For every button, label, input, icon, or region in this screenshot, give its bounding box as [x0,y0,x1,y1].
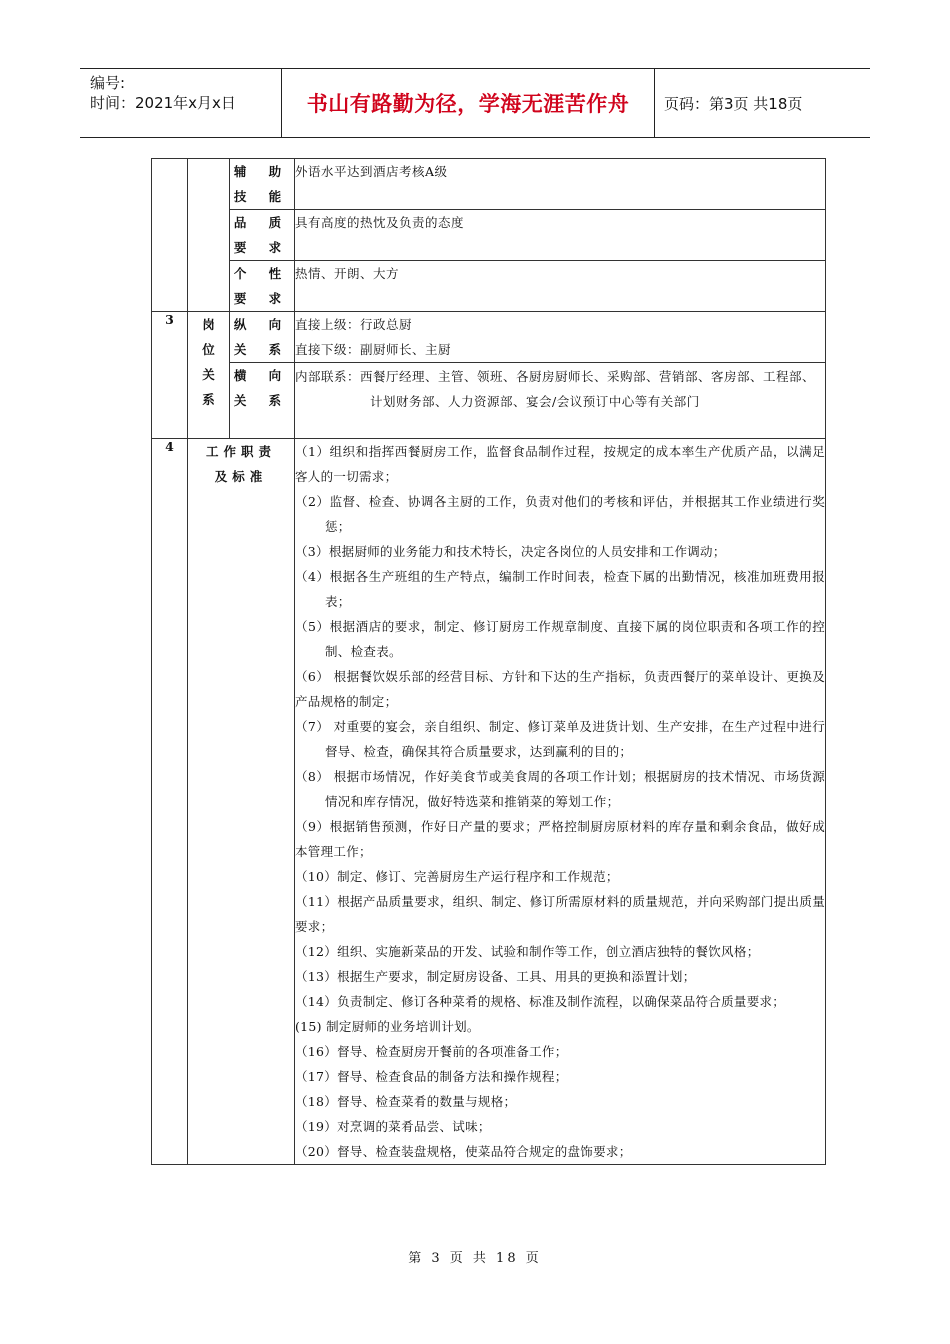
duty-item: （18）督导、检查菜肴的数量与规格； [295,1094,517,1109]
job-description-table [151,158,826,1165]
duty-item: （6） 根据餐饮娱乐部的经营目标、方针和下达的生产指标，负责西餐厅的菜单设计、更换及产品规格的制定； [295,669,825,709]
duty-item: （19）对烹调的菜肴品尝、试味； [295,1119,491,1134]
duty-item: （11）根据产品质量要求，组织、制定、修订所需原材料的质量规范，并向采购部门提出质量要求； [295,894,825,934]
page-footer: 第 3 页 共 18 页 [408,1251,542,1266]
header-left-block [90,73,236,113]
internal-contacts: 内部联系：西餐厅经理、主管、领班、各厨房厨师长、采购部、营销部、客房部、工程部、计划财务部、人力资源部、宴会/会议预订中心等有关部门 [295,369,816,409]
personality-label: 个 性 要 求 [230,261,295,312]
header-page-info: 页码：第3页 共18页 [664,94,803,113]
relations-row [152,312,826,363]
duty-item: （4）根据各生产班组的生产特点，编制工作时间表，检查下属的出勤情况，核准加班费用报表； [295,569,825,609]
duty-item: （16）督导、检查厨房开餐前的各项准备工作； [295,1044,568,1059]
duty-item: （9）根据销售预测，作好日产量的要求；严格控制厨房原材料的库存量和剩余食品，做好成本管理工作； [295,819,825,859]
duties-list [295,439,826,1165]
section-number: 4 [152,439,188,1165]
duty-item: （7） 对重要的宴会，亲自组织、制定、修订菜单及进货计划、生产安排，在生产过程中进行督导、检查，确保其符合质量要求，达到赢利的目的； [295,719,825,759]
relations-row [152,363,826,439]
header-motto: 书山有路勤为径，学海无涯苦作舟 [306,92,630,116]
duty-item: （17）督导、检查食品的制备方法和操作规程； [295,1069,568,1084]
skill-row [152,210,826,261]
code-label: 编号: [90,74,126,92]
duty-item: （20）督导、检查装盘规格，使菜品符合规定的盘饰要求； [295,1144,632,1159]
duty-item: （1）组织和指挥西餐厨房工作，监督食品制作过程，按规定的成本率生产优质产品，以满足客人的一切需求； [295,444,825,484]
horizontal-relation-label: 横 向 关 系 [230,363,295,439]
skill-row [152,159,826,210]
empty-category-cell [188,159,230,312]
duty-item: （5）根据酒店的要求，制定、修订厨房工作规章制度、直接下属的岗位职责和各项工作的控制、检查表。 [295,619,825,659]
duties-row [152,439,826,1165]
vertical-relation-label: 纵 向 关 系 [230,312,295,363]
duty-item: （3）根据厨师的业务能力和技术特长，决定各岗位的人员安排和工作调动； [295,544,726,559]
time-label: 时间：2021年x月x日 [90,94,236,112]
section-number: 3 [152,312,188,439]
duty-item: (15) 制定厨师的业务培训计划。 [295,1019,480,1034]
duty-item: （10）制定、修订、完善厨房生产运行程序和工作规范； [295,869,619,884]
direct-subordinate: 直接下级：副厨师长、主厨 [295,342,452,357]
duty-item: （12）组织、实施新菜品的开发、试验和制作等工作，创立酒店独特的餐饮风格； [295,944,760,959]
empty-number-cell [152,159,188,312]
duty-item: （14）负责制定、修订各种菜肴的规格、标准及制作流程，以确保菜品符合质量要求； [295,994,786,1009]
skill-label: 辅 助 技 能 [230,159,295,210]
quality-label: 品 质 要 求 [230,210,295,261]
duty-item: （8） 根据市场情况，作好美食节或美食周的各项工作计划；根据厨房的技术情况、市场货源情况和库存情况，做好特选菜和推销菜的筹划工作； [295,769,825,809]
horizontal-relation-value [295,363,826,439]
vertical-relation-value [295,312,826,363]
duty-item: （13）根据生产要求，制定厨房设备、工具、用具的更换和添置计划； [295,969,696,984]
relations-category: 岗 位 关 系 [188,312,230,439]
document-header [80,68,870,138]
direct-superior: 直接上级：行政总厨 [295,317,413,332]
duties-title: 工作职责 及标准 [188,439,295,1165]
personality-value: 热情、开朗、大方 [295,261,826,312]
skill-row [152,261,826,312]
header-divider [654,69,655,137]
quality-value: 具有高度的热忱及负责的态度 [295,210,826,261]
skill-value: 外语水平达到酒店考核A级 [295,159,826,210]
duty-item: （2）监督、检查、协调各主厨的工作，负责对他们的考核和评估，并根据其工作业绩进行奖惩； [295,494,825,534]
